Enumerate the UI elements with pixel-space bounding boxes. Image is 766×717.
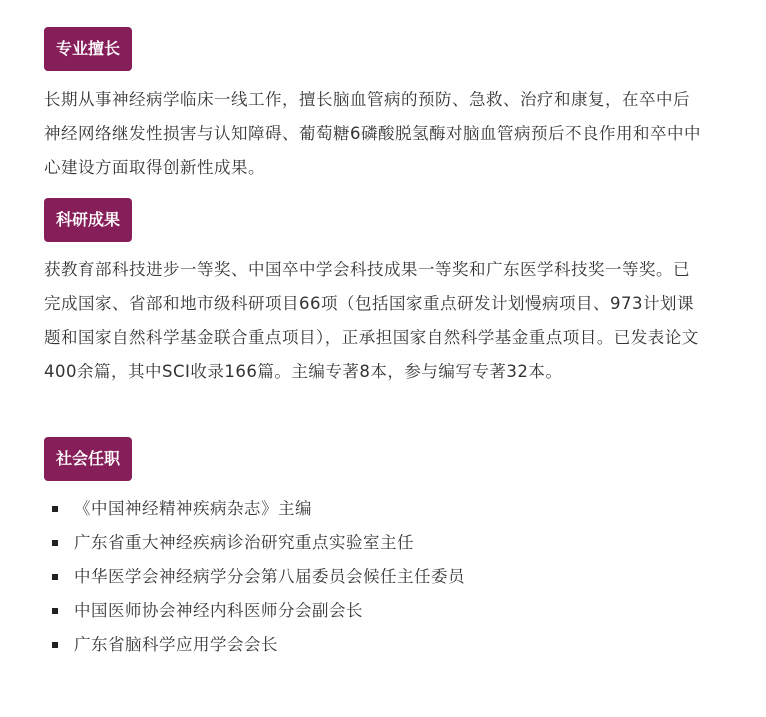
bullet-square-icon: [52, 642, 58, 648]
list-item: [44, 526, 465, 560]
bullet-square-icon: [52, 506, 58, 512]
list-item: [44, 560, 465, 594]
bullet-square-icon: [52, 574, 58, 580]
section-tag-social: 社会任职: [44, 437, 132, 481]
expertise-text: 长期从事神经病学临床一线工作，擅长脑血管病的预防、急救、治疗和康复，在卒中后神经网络继发性损害与认知障碍、葡萄糖6磷酸脱氢酶对脑血管病预后不良作用和卒中中心建设方面取得创新性成果。: [44, 90, 701, 177]
bullet-square-icon: [52, 540, 58, 546]
list-item-label: 广东省重大神经疾病诊治研究重点实验室主任: [74, 533, 414, 552]
list-item-label: 中华医学会神经病学分会第八届委员会候任主任委员: [74, 567, 465, 586]
section-tag-expertise: 专业擅长: [44, 27, 132, 71]
list-item-label: 《中国神经精神疾病杂志》主编: [74, 499, 312, 518]
section-tag-research: 科研成果: [44, 198, 132, 242]
list-item: [44, 492, 465, 526]
list-item: [44, 594, 465, 628]
list-item-label: 广东省脑科学应用学会会长: [74, 635, 278, 654]
list-item-label: 中国医师协会神经内科医师分会副会长: [74, 601, 363, 620]
list-item: [44, 628, 465, 662]
research-text: 获教育部科技进步一等奖、中国卒中学会科技成果一等奖和广东医学科技奖一等奖。已完成国家、省部和地市级科研项目66项（包括国家重点研发计划慢病项目、973计划课题和国家自然科学基金联合重点项目），正承担国家自然科学基金重点项目。已发表论文400余篇，其中SCI收录166篇。主编专著8本，参与编写专著32本。: [44, 260, 699, 381]
bullet-square-icon: [52, 608, 58, 614]
social-positions-list: [44, 492, 465, 662]
